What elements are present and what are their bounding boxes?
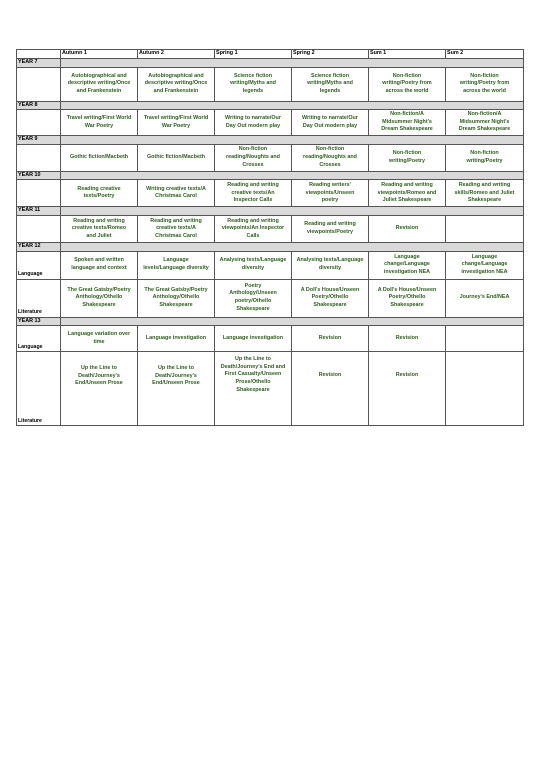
year-9-label: YEAR 9 — [17, 136, 61, 145]
table-cell: Non-fiction writing/Poetry — [369, 144, 446, 171]
table-cell: Journey's End/NEA — [446, 279, 524, 317]
table-cell: Revision — [369, 215, 446, 242]
table-cell: Autobiographical and descriptive writing/Once and Frankenstein — [138, 67, 215, 101]
year-heading-fill — [61, 242, 524, 251]
table-cell: Reading and writing viewpoints/Romeo and Juliet Shakespeare — [369, 180, 446, 207]
table-cell: Science fiction writing/Myths and legends — [292, 67, 369, 101]
table-cell: Gothic fiction/Macbeth — [61, 144, 138, 171]
header-sum-1: Sum 1 — [369, 50, 446, 59]
year-13-label: YEAR 13 — [17, 317, 61, 326]
table-cell: Writing to narrate/Our Day Out modern play — [292, 110, 369, 136]
table-cell: Writing creative texts/A Christmas Carol — [138, 180, 215, 207]
table-cell: Writing to narrate/Our Day Out modern play — [215, 110, 292, 136]
table-row — [17, 180, 524, 207]
row-label — [17, 180, 61, 207]
year-heading-fill — [61, 59, 524, 68]
header-sum-2: Sum 2 — [446, 50, 524, 59]
table-cell: Language variation over time — [61, 326, 138, 352]
row-label — [17, 67, 61, 101]
table-cell: Non-fiction writing/Poetry from across the world — [446, 67, 524, 101]
table-cell: Non-fiction reading/Noughts and Crosses — [292, 144, 369, 171]
table-row — [17, 67, 524, 101]
table-cell: Revision — [292, 326, 369, 352]
table-cell: Up the Line to Death/Journey's End and First Casualty/Unseen Prose/Othello Shakespeare — [215, 352, 292, 426]
table-cell: Non-fiction writing/Poetry from across the world — [369, 67, 446, 101]
year-heading-fill — [61, 136, 524, 145]
year-heading-row — [17, 171, 524, 180]
table-cell: Non-fiction reading/Noughts and Crosses — [215, 144, 292, 171]
year-heading-fill — [61, 171, 524, 180]
year-heading-row — [17, 136, 524, 145]
header-autumn-2: Autumn 2 — [138, 50, 215, 59]
year-7-label: YEAR 7 — [17, 59, 61, 68]
row-label-literature: Literature — [17, 352, 61, 426]
table-cell: Reading and writing viewpoints/An Inspector Calls — [215, 215, 292, 242]
table-cell: Reading writers' viewpoints/Unseen poetry — [292, 180, 369, 207]
header-blank — [17, 50, 61, 59]
table-cell: The Great Gatsby/Poetry Anthology/Othello Shakespeare — [138, 279, 215, 317]
table-cell — [446, 326, 524, 352]
table-cell: Reading and writing viewpoints/Poetry — [292, 215, 369, 242]
year-12-label: YEAR 12 — [17, 242, 61, 251]
table-row — [17, 326, 524, 352]
table-cell: Revision — [292, 352, 369, 426]
table-cell: Non-fiction/A Midsummer Night's Dream Shakespeare — [446, 110, 524, 136]
row-label-literature: Literature — [17, 279, 61, 317]
year-heading-row — [17, 59, 524, 68]
table-cell: Science fiction writing/Myths and legends — [215, 67, 292, 101]
table-cell: Language investigation — [215, 326, 292, 352]
table-row — [17, 215, 524, 242]
row-label — [17, 144, 61, 171]
table-cell: Revision — [369, 326, 446, 352]
year-10-label: YEAR 10 — [17, 171, 61, 180]
table-cell: A Doll's House/Unseen Poetry/Othello Shakespeare — [369, 279, 446, 317]
table-row — [17, 144, 524, 171]
table-cell: Reading creative texts/Poetry — [61, 180, 138, 207]
table-cell: Autobiographical and descriptive writing/Once and Frankenstein — [61, 67, 138, 101]
table-cell: Language change/Language investigation NEA — [446, 251, 524, 279]
table-cell: Gothic fiction/Macbeth — [138, 144, 215, 171]
year-11-label: YEAR 11 — [17, 207, 61, 216]
year-heading-row — [17, 317, 524, 326]
table-cell: Travel writing/First World War Poetry — [138, 110, 215, 136]
year-heading-fill — [61, 317, 524, 326]
row-label-language: Language — [17, 326, 61, 352]
table-cell: Analysing texts/Language diversity — [215, 251, 292, 279]
table-cell: Reading and writing creative texts/Romeo and Juliet — [61, 215, 138, 242]
table-row — [17, 251, 524, 279]
table-cell: Travel writing/First World War Poetry — [61, 110, 138, 136]
year-heading-row — [17, 101, 524, 110]
row-label — [17, 110, 61, 136]
table-cell — [446, 215, 524, 242]
table-cell: Reading and writing skills/Romeo and Juliet Shakespeare — [446, 180, 524, 207]
table-cell — [446, 352, 524, 426]
row-label-language: Language — [17, 251, 61, 279]
year-heading-row — [17, 207, 524, 216]
table-cell: Revision — [369, 352, 446, 426]
row-label — [17, 215, 61, 242]
year-8-label: YEAR 8 — [17, 101, 61, 110]
header-spring-2: Spring 2 — [292, 50, 369, 59]
table-cell: A Doll's House/Unseen Poetry/Othello Shakespeare — [292, 279, 369, 317]
table-cell: Up the Line to Death/Journey's End/Unseen Prose — [61, 352, 138, 426]
table-row — [17, 352, 524, 426]
year-heading-fill — [61, 101, 524, 110]
header-row — [17, 50, 524, 59]
curriculum-table — [16, 49, 524, 426]
table-row — [17, 110, 524, 136]
table-cell: Spoken and written language and context — [61, 251, 138, 279]
table-cell: The Great Gatsby/Poetry Anthology/Othello Shakespeare — [61, 279, 138, 317]
table-cell: Language levels/Language diversity — [138, 251, 215, 279]
table-cell: Language investigation — [138, 326, 215, 352]
table-cell: Analysing texts/Language diversity — [292, 251, 369, 279]
header-autumn-1: Autumn 1 — [61, 50, 138, 59]
year-heading-row — [17, 242, 524, 251]
table-cell: Poetry Anthology/Unseen poetry/Othello Shakespeare — [215, 279, 292, 317]
table-cell: Up the Line to Death/Journey's End/Unseen Prose — [138, 352, 215, 426]
header-spring-1: Spring 1 — [215, 50, 292, 59]
table-cell: Non-fiction writing/Poetry — [446, 144, 524, 171]
table-cell: Reading and writing creative texts/An Inspector Calls — [215, 180, 292, 207]
table-cell: Language change/Language investigation NEA — [369, 251, 446, 279]
table-cell: Reading and writing creative texts/A Christmas Carol — [138, 215, 215, 242]
year-heading-fill — [61, 207, 524, 216]
table-row — [17, 279, 524, 317]
table-cell: Non-fiction/A Midsummer Night's Dream Shakespeare — [369, 110, 446, 136]
